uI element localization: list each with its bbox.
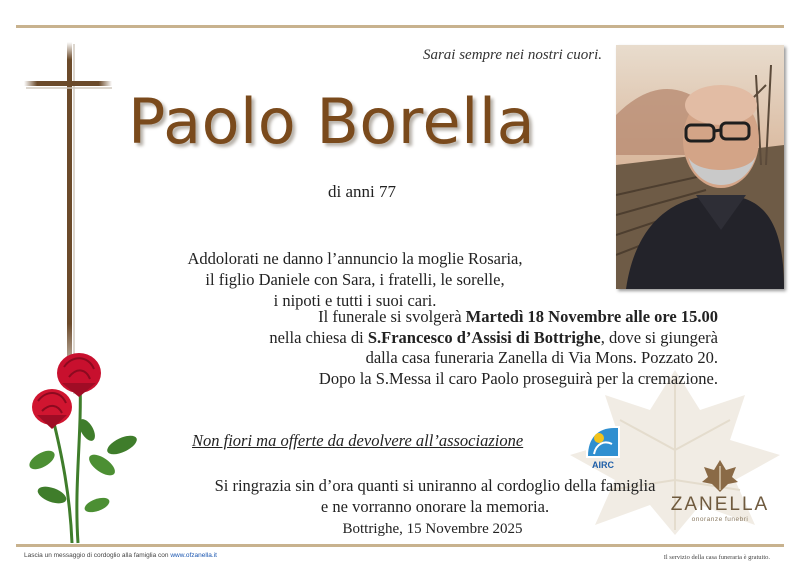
deceased-name: Paolo Borella <box>128 85 536 158</box>
airc-logo-text: AIRC <box>592 460 614 470</box>
funeral-line-1 <box>180 307 718 328</box>
roses-icon <box>22 345 147 545</box>
top-divider <box>16 25 784 28</box>
funeral-line-2 <box>180 328 718 349</box>
footer-right: Il servizio della casa funeraria è gratuito. <box>663 554 770 561</box>
announcement-text <box>130 248 580 311</box>
church-intro: nella chiesa di <box>269 327 368 347</box>
funeral-intro: Il funerale si svolgerà <box>318 307 466 326</box>
footer-left <box>24 552 217 559</box>
thanks-line-1: Si ringrazia sin d’ora quanti si uniranno al cordoglio della famiglia <box>214 476 656 495</box>
no-flowers-note: Non fiori ma offerte da devolvere all’associazione <box>192 431 524 450</box>
place-date: Bottrighe, 15 Novembre 2025 <box>342 521 523 537</box>
cross-icon <box>20 38 120 398</box>
thanks-text <box>150 475 720 517</box>
church-name: S.Francesco d’Assisi di Bottrighe <box>367 327 601 347</box>
announcement-line-2: il figlio Daniele con Sara, i fratelli, le sorelle, <box>205 270 505 289</box>
brand-subtitle: onoranze funebri <box>691 516 749 523</box>
memorial-motto: Sarai sempre nei nostri cuori. <box>422 47 602 63</box>
announcement-line-1: Addolorati ne danno l’annuncio la moglie Rosaria, <box>187 249 523 268</box>
thanks-line-2: e ne vorranno onorare la memoria. <box>320 497 550 516</box>
announcement-line-3: i nipoti e tutti i suoi cari. <box>273 291 437 310</box>
funeral-details <box>180 307 718 389</box>
funeral-line-4: Dopo la S.Messa il caro Paolo proseguirà per la cremazione. <box>318 368 718 388</box>
funeral-datetime: Martedì 18 Novembre alle ore 15.00 <box>465 307 718 326</box>
footer-left-text: Lascia un messaggio di cordoglio alla famiglia con <box>24 552 171 559</box>
deceased-age: di anni 77 <box>328 182 396 201</box>
portrait-photo <box>616 45 784 289</box>
funeral-line-3: dalla casa funeraria Zanella di Via Mons. Pozzato 20. <box>365 348 718 367</box>
footer-website-link[interactable]: www.ofzanella.it <box>170 552 217 559</box>
zanella-leaf-icon <box>700 458 740 494</box>
airc-logo <box>584 426 622 470</box>
brand-name: ZANELLA <box>670 494 770 515</box>
church-tail: , dove si giungerà <box>600 327 718 347</box>
